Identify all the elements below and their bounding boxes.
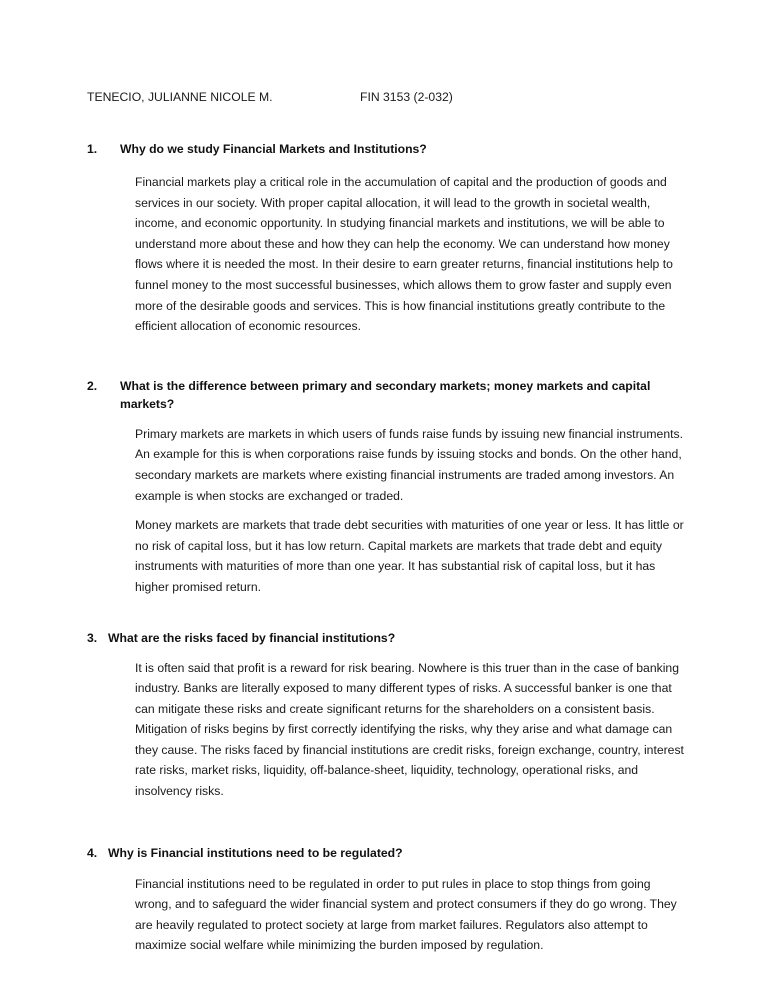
document-header (87, 89, 687, 106)
answer-paragraph: Financial institutions need to be regulated in order to put rules in place to stop things from going wrong, and to safeguard the wider financial system and protect consumers if they do go wrong. They are heavily regulated to protect society at large from market failures. Regulators also attempt to maximize social welfare while minimizing the burden imposed by regulation. (135, 876, 677, 953)
question-heading (0, 377, 768, 413)
question-number: 4. (87, 845, 98, 860)
question-number: 2. (87, 378, 98, 393)
qa-block (0, 377, 768, 598)
question-text: Why is Financial institutions need to be regulated? (108, 845, 403, 860)
student-name: TENECIO, JULIANNE NICOLE M. (87, 90, 273, 104)
question-heading (0, 629, 768, 647)
question-heading (0, 844, 768, 862)
answer-paragraph: Financial markets play a critical role in the accumulation of capital and the production of goods and services in our society. With proper capital allocation, it will lead to the growth in societal wealth, income, and economic opportunity. In studying financial markets and institutions, we will be able to understand more about these and how they can help the economy. We can understand how money flows where it is needed the most. In their desire to earn greater returns, financial institutions help to funnel money to the most successful businesses, which allows them to grow faster and supply even more of the desirable goods and services. This is how financial institutions greatly contribute to the efficient allocation of economic resources. (135, 175, 673, 334)
question-heading (0, 140, 768, 158)
answer-paragraph: Money markets are markets that trade debt securities with maturities of one year or less. It has little or no risk of capital loss, but it has low return. Capital markets are markets that trade debt and equity instruments with maturities of more than one year. It has substantial risk of capital loss, but it has higher promised return. (135, 518, 684, 594)
question-text: What are the risks faced by financial institutions? (108, 630, 396, 645)
answer-paragraph: It is often said that profit is a reward for risk bearing. Nowhere is this truer than in the case of banking industry. Banks are literally exposed to many different types of risks. A successful banker is one that can mitigate these risks and create significant returns for the shareholders on a consistent basis. Mitigation of risks begins by first correctly identifying the risks, why they arise and what damage can they cause. The risks faced by financial institutions are credit risks, foreign exchange, country, interest rate risks, market risks, liquidity, off-balance-sheet, liquidity, technology, operational risks, and insolvency risks. (135, 660, 684, 799)
answer-paragraph: Primary markets are markets in which users of funds raise funds by issuing new financial instruments. An example for this is when corporations raise funds by issuing stocks and bonds. On the other hand, secondary markets are markets where existing financial instruments are traded among investors. An example is when stocks are exchanged or traded. (135, 426, 683, 503)
document-body (0, 140, 768, 956)
qa-block (0, 140, 768, 337)
question-text: What is the difference between primary and secondary markets; money markets and capital markets? (120, 378, 651, 411)
qa-block (0, 844, 768, 956)
question-number: 3. (87, 630, 98, 645)
question-text: Why do we study Financial Markets and Institutions? (120, 142, 427, 156)
qa-block (0, 629, 768, 802)
course-code: FIN 3153 (2-032) (360, 90, 453, 104)
question-number: 1. (87, 142, 98, 156)
